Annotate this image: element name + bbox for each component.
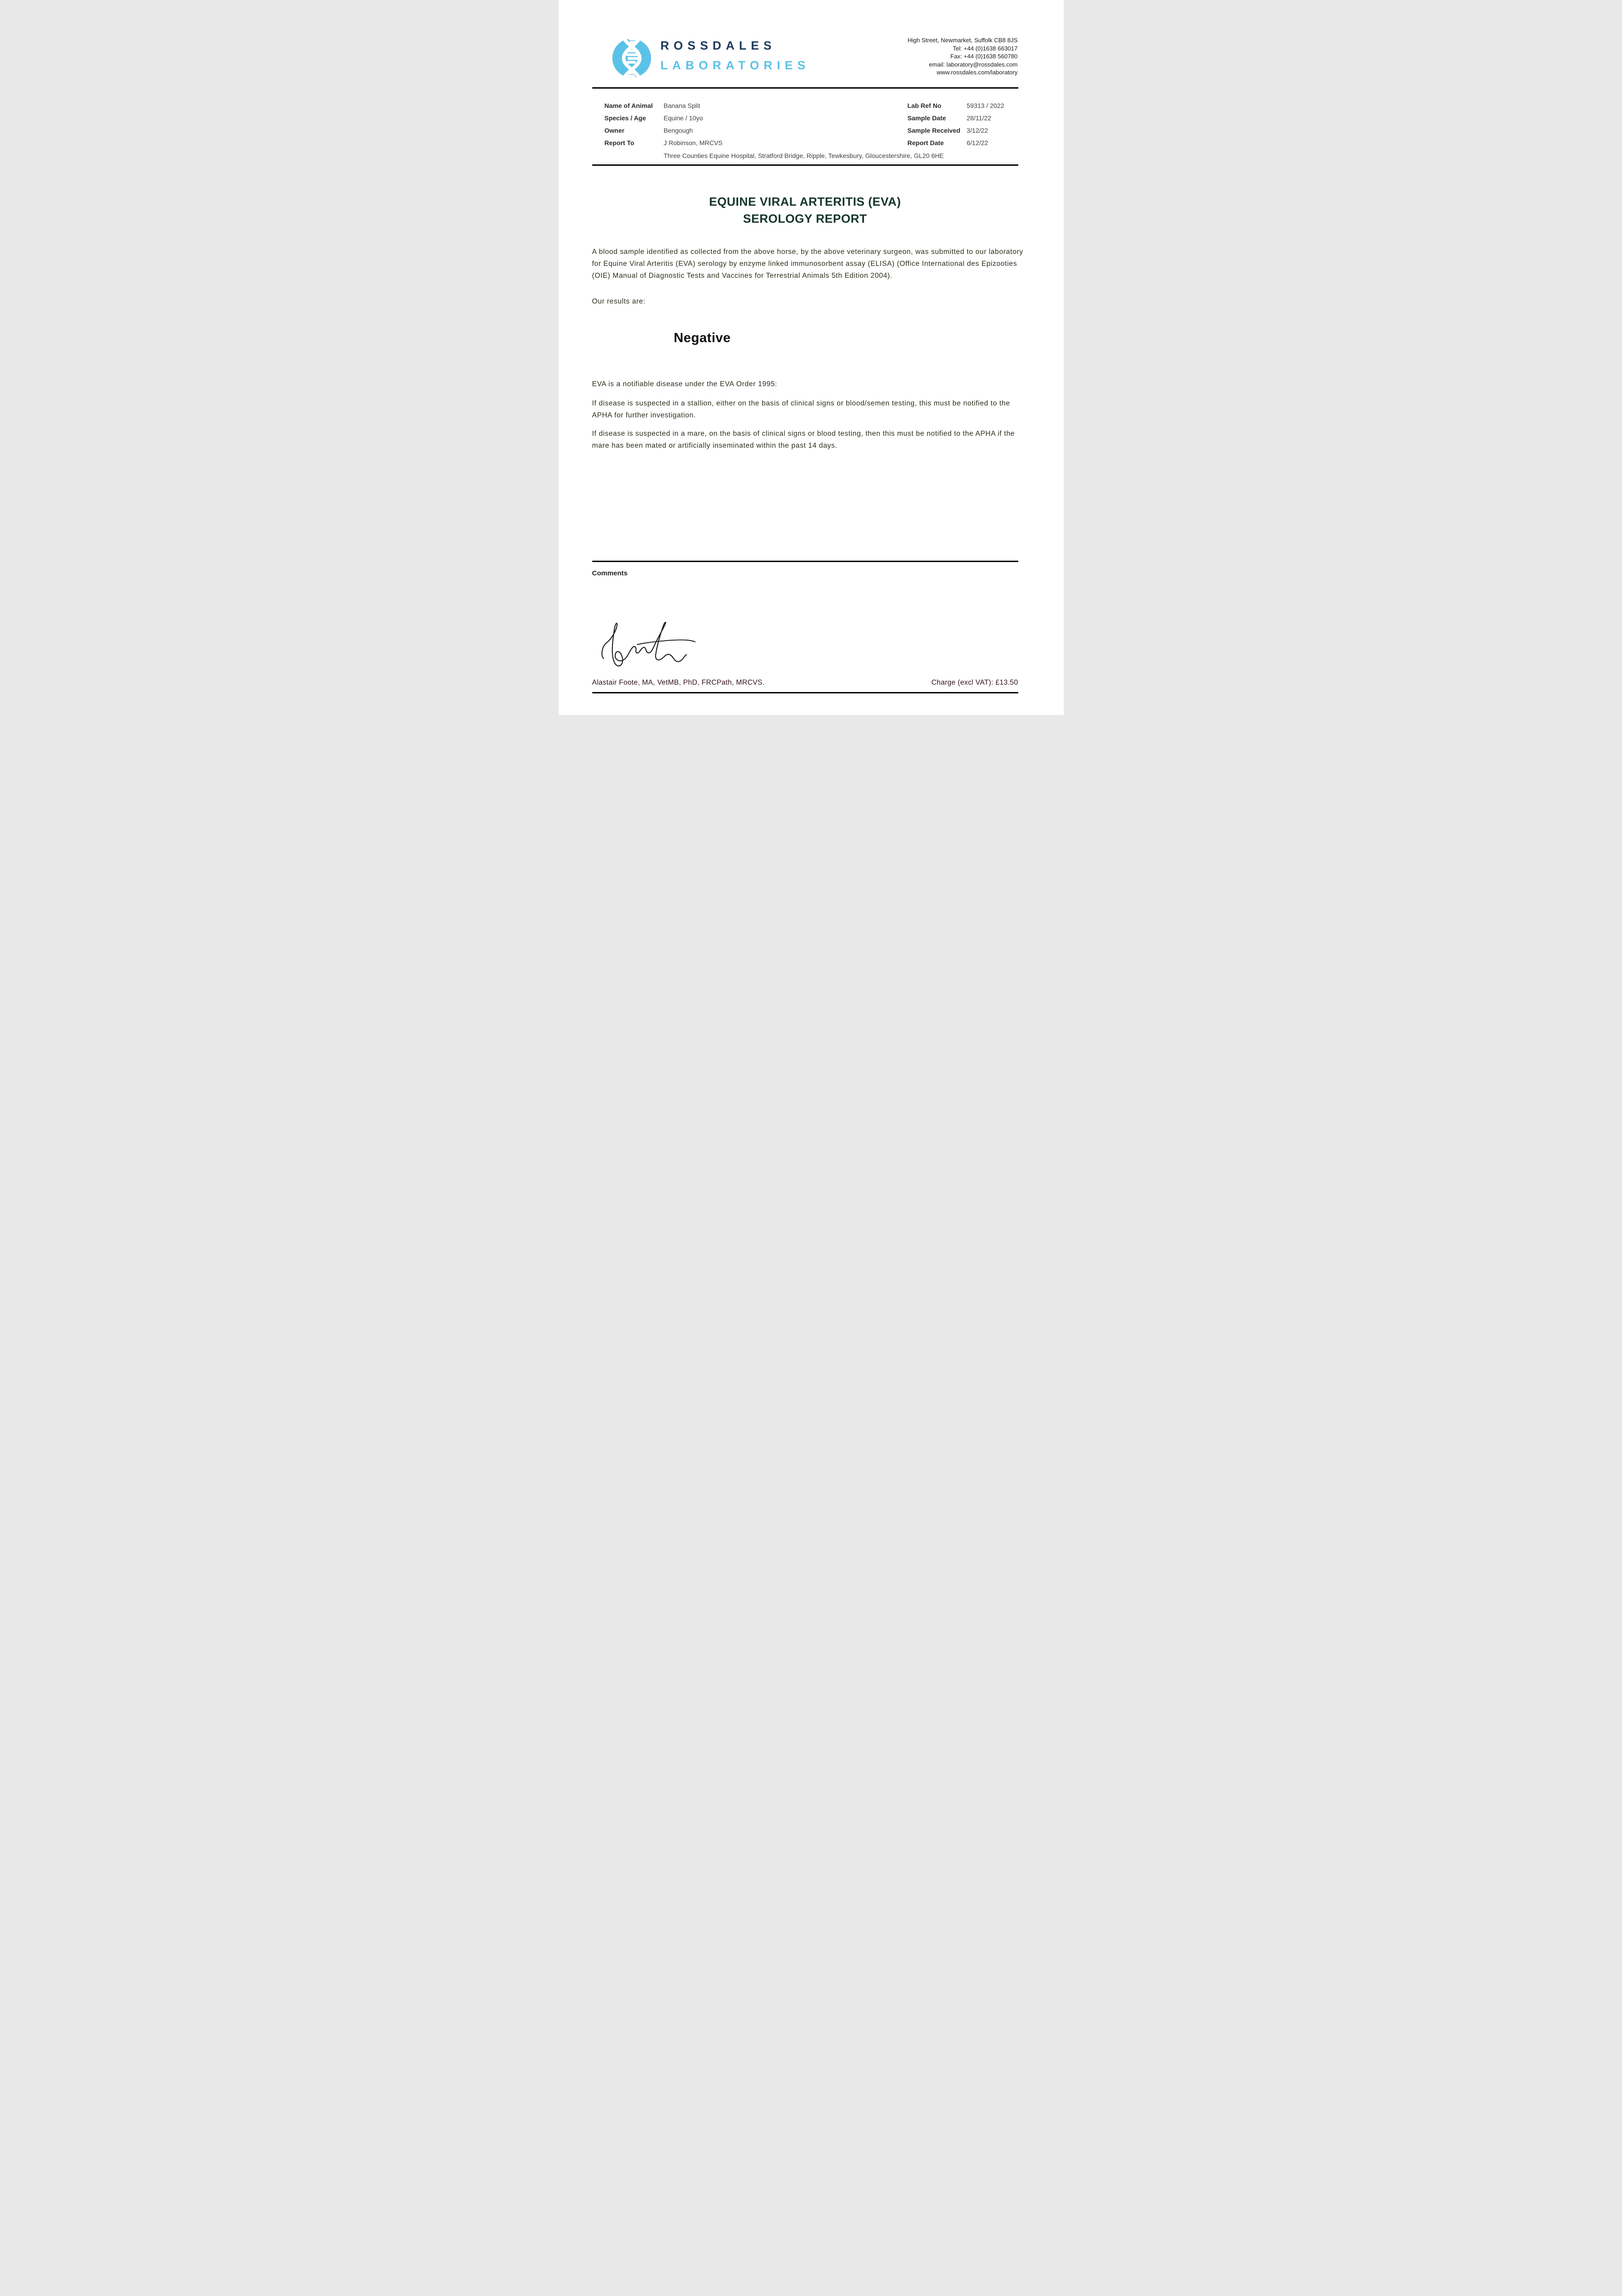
comments-rule — [592, 561, 1018, 562]
detail-label-report-date: Report Date — [907, 139, 944, 146]
logo-name-line1: ROSSDALES — [660, 39, 776, 52]
mare-note: If disease is suspected in a mare, on the basis of clinical signs or blood testing, then this must be notified to the APHA if the mare has been mated or artificially inseminated within the past 14 days. — [592, 430, 1015, 450]
comments-heading: Comments — [592, 569, 628, 577]
report-title-line1: EQUINE VIRAL ARTERITIS (EVA) — [709, 195, 901, 208]
header-rule — [592, 87, 1018, 89]
detail-value-sample-date: 28/11/22 — [966, 114, 991, 122]
lab-contact-block — [816, 36, 1018, 77]
detail-label-species-age: Species / Age — [604, 114, 646, 122]
detail-label-name-of-animal: Name of Animal — [604, 102, 653, 109]
detail-value-lab-ref-no: 59313 / 2022 — [966, 102, 1005, 109]
detail-value-sample-received: 3/12/22 — [966, 127, 988, 134]
lab-address: High Street, Newmarket, Suffolk CB8 8JS — [907, 37, 1018, 44]
details-divider-rule — [592, 164, 1018, 166]
lab-tel: Tel: +44 (0)1638 663017 — [953, 45, 1018, 52]
logo-wordmark — [661, 39, 810, 71]
footer-rule — [592, 692, 1018, 693]
detail-value-report-date: 6/12/22 — [966, 139, 988, 146]
lab-website: www.rossdales.com/laboratory — [937, 69, 1018, 76]
report-to-address: Three Counties Equine Hospital, Stratford Bridge, Ripple, Tewkesbury, Gloucestershire, GL20 6HE — [663, 152, 944, 159]
detail-value-owner: Bengough — [663, 127, 693, 134]
logo-name-line2: LABORATORIES — [660, 58, 810, 72]
lab-report-page — [559, 0, 1064, 715]
signatory-name: Alastair Foote, MA, VetMB, PhD, FRCPath, MRCVS. — [592, 679, 765, 687]
detail-label-owner: Owner — [604, 127, 625, 134]
detail-label-sample-received: Sample Received — [907, 127, 960, 134]
lab-fax: Fax: +44 (0)1638 560780 — [950, 53, 1018, 60]
stallion-note: If disease is suspected in a stallion, either on the basis of clinical signs or blood/semen testing, this must be notified to the APHA for further investigation. — [592, 400, 1010, 419]
dna-helix-icon — [611, 35, 653, 81]
detail-label-report-to: Report To — [604, 139, 634, 146]
results-intro-text: Our results are: — [592, 298, 645, 305]
detail-value-name-of-animal: Banana Split — [663, 102, 700, 109]
detail-label-lab-ref-no: Lab Ref No — [907, 102, 942, 109]
detail-value-report-to: J Robinson, MRCVS — [663, 139, 723, 146]
footer-line — [592, 679, 1018, 687]
report-title-line2: SEROLOGY REPORT — [743, 212, 867, 225]
result-value: Negative — [673, 331, 731, 345]
detail-label-sample-date: Sample Date — [907, 114, 946, 122]
detail-value-species-age: Equine / 10yo — [663, 114, 703, 122]
report-intro-paragraph: A blood sample identified as collected from the above horse, by the above veterinary surgeon, was submitted to our laboratory for Equine Viral Arteritis (EVA) serology by enzyme linked immunosorbent assay (ELISA) (Office International des Epizooties (OIE) Manual of Diagnostic Tests and Vaccines for Terrestrial Animals 5th Edition 2004). — [592, 248, 1023, 280]
signature-icon — [598, 621, 706, 669]
lab-email: email: laboratory@rossdales.com — [929, 61, 1018, 68]
notifiable-disease-note: EVA is a notifiable disease under the EVA Order 1995: — [592, 380, 777, 388]
charge-text: Charge (excl VAT): £13.50 — [931, 679, 1018, 687]
